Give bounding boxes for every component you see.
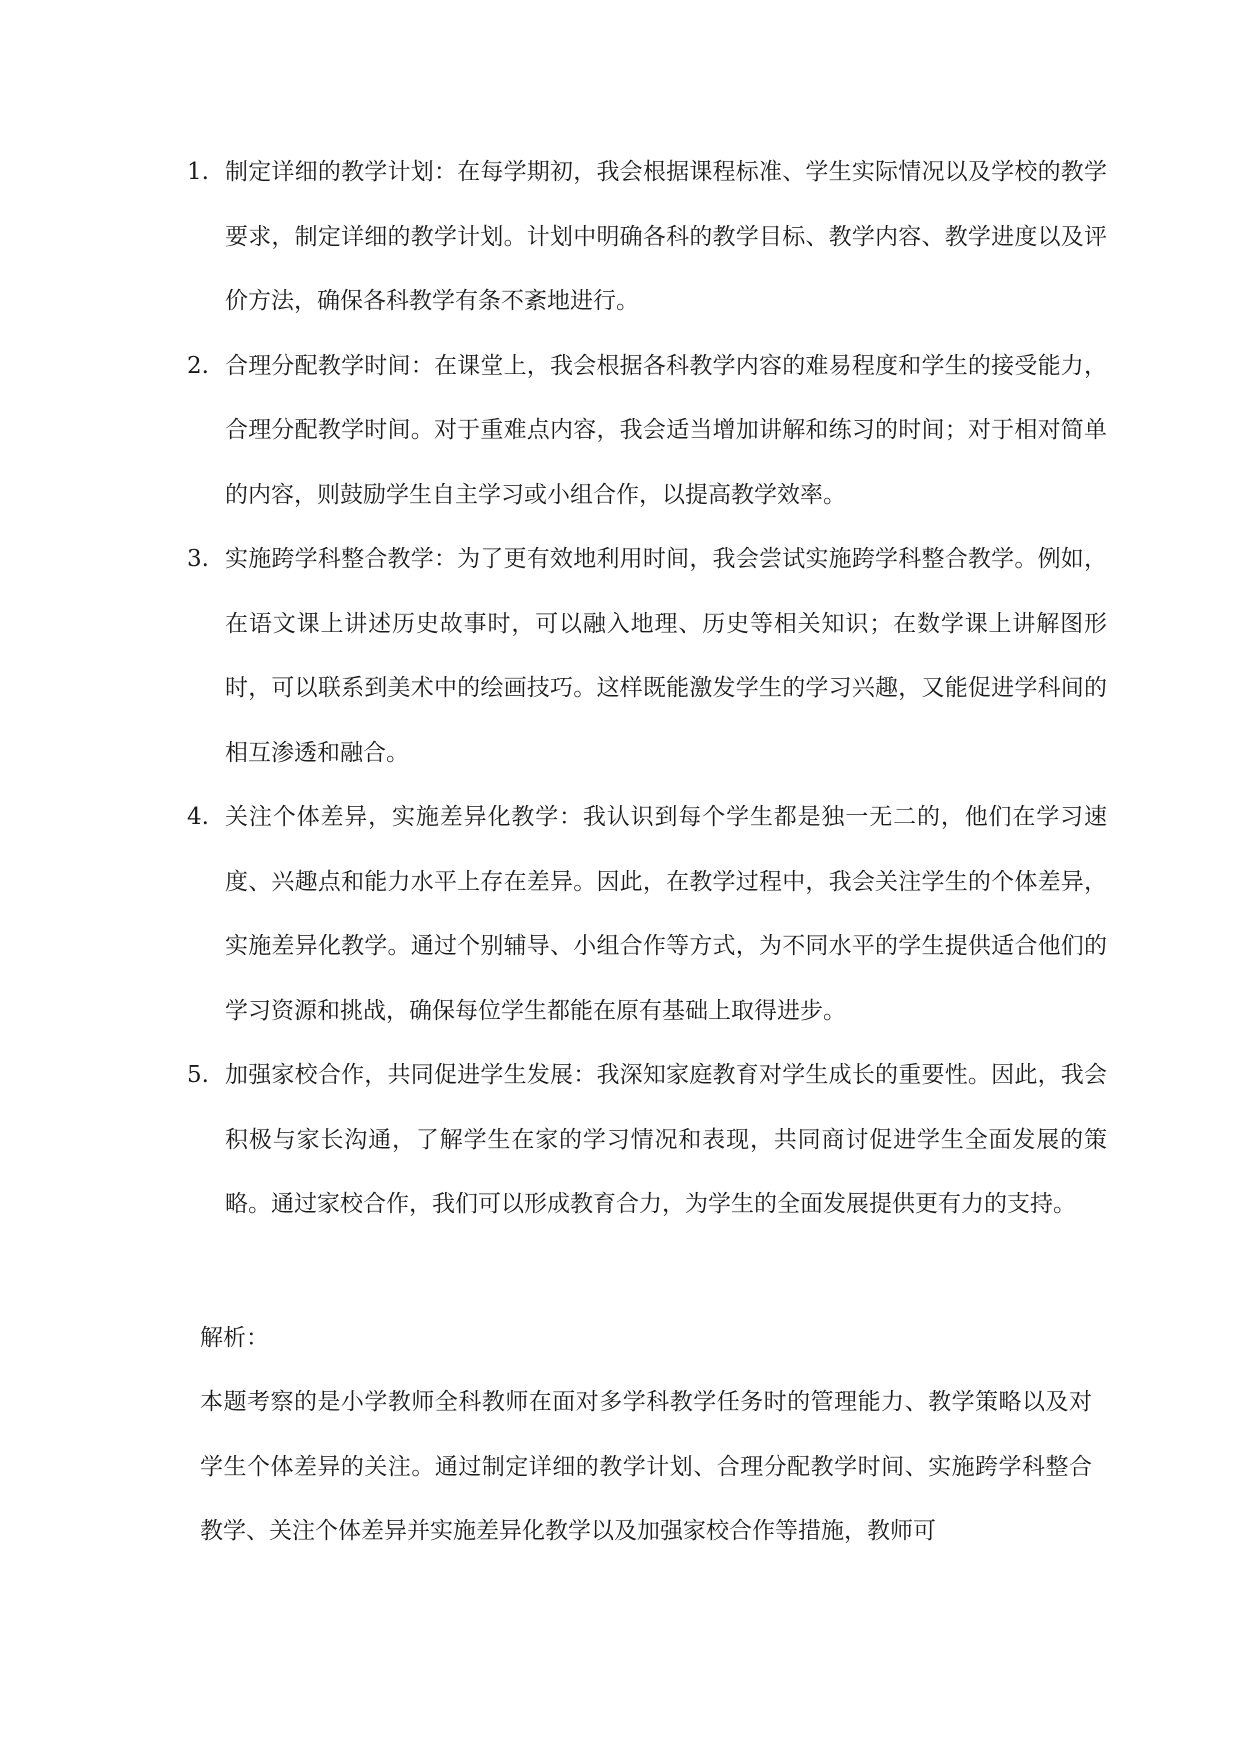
list-item-number: 3. <box>187 546 209 572</box>
list-item <box>187 334 1107 528</box>
list-item <box>187 140 1107 334</box>
list-item-number: 5. <box>187 1062 209 1088</box>
analysis-paragraph: 本题考察的是小学教师全科教师在面对多学科教学任务时的管理能力、教学策略以及对学生个体差异的关注。通过制定详细的教学计划、合理分配教学时间、实施跨学科整合教学、关注个体差异并实施差异化教学以及加强家校合作等措施，教师可 <box>200 1389 1092 1544</box>
list-item <box>187 785 1107 1043</box>
analysis-heading: 解析： <box>200 1325 269 1351</box>
list-item <box>187 527 1107 785</box>
list-item-text: 加强家校合作，共同促进学生发展：我深知家庭教育对学生成长的重要性。因此，我会积极与家长沟通，了解学生在家的学习情况和表现，共同商讨促进学生全面发展的策略。通过家校合作，我们可以形成教育合力，为学生的全面发展提供更有力的支持。 <box>225 1062 1107 1217</box>
strategy-list <box>187 140 1107 1237</box>
list-item-text: 合理分配教学时间：在课堂上，我会根据各科教学内容的难易程度和学生的接受能力，合理分配教学时间。对于重难点内容，我会适当增加讲解和练习的时间；对于相对简单的内容，则鼓励学生自主学习或小组合作，以提高教学效率。 <box>225 352 1107 508</box>
list-item-text: 实施跨学科整合教学：为了更有效地利用时间，我会尝试实施跨学科整合教学。例如，在语文课上讲述历史故事时，可以融入地理、历史等相关知识；在数学课上讲解图形时，可以联系到美术中的绘画技巧。这样既能激发学生的学习兴趣，又能促进学科间的相互渗透和融合。 <box>225 546 1107 766</box>
list-item-text: 制定详细的教学计划：在每学期初，我会根据课程标准、学生实际情况以及学校的教学要求，制定详细的教学计划。计划中明确各科的教学目标、教学内容、教学进度以及评价方法，确保各科教学有条不紊地进行。 <box>225 159 1107 314</box>
list-item-text: 关注个体差异，实施差异化教学：我认识到每个学生都是独一无二的，他们在学习速度、兴趣点和能力水平上存在差异。因此，在教学过程中，我会关注学生的个体差异，实施差异化教学。通过个别辅导、小组合作等方式，为不同水平的学生提供适合他们的学习资源和挑战，确保每位学生都能在原有基础上取得进步。 <box>225 804 1107 1024</box>
list-item-number: 1. <box>187 159 209 185</box>
list-item-number: 2. <box>187 352 209 379</box>
list-item <box>187 1043 1107 1237</box>
list-item-number: 4. <box>187 804 209 830</box>
